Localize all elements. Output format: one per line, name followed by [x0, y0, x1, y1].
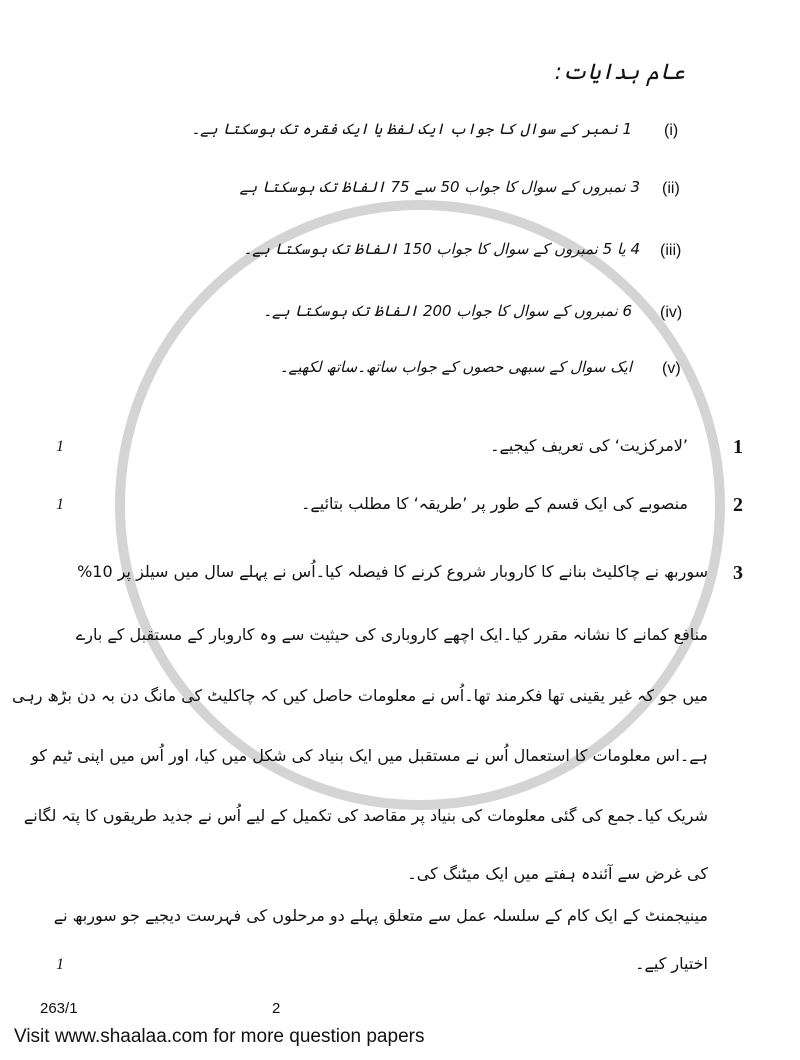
- question-text-line: کی غرض سے آئندہ ہفتے میں ایک میٹنگ کی۔: [407, 864, 708, 883]
- instruction-numeral: (iii): [660, 242, 682, 259]
- question-text-line: سوربھ نے چاکلیٹ بنانے کا کاروبار شروع کرنے کا فیصلہ کیا۔اُس نے پہلے سال میں سیلز پر 10%: [77, 562, 708, 581]
- instruction-text: 3 نمبروں کے سوال کا جواب 50 سے 75 الفاظ تک ہوسکتا ہے: [239, 178, 640, 196]
- question-number: 2: [733, 494, 743, 516]
- instruction-text: 6 نمبروں کے سوال کا جواب 200 الفاظ تک ہوسکتا ہے۔: [263, 302, 632, 320]
- question-marks: 1: [56, 438, 64, 455]
- question-text-line: منافع کمانے کا نشانہ مقرر کیا۔ایک اچھے کاروباری کی حیثیت سے وہ کاروبار کے مستقبل کے بارے: [75, 625, 708, 644]
- paper-code: 263/1: [40, 1000, 78, 1017]
- question-number: 1: [733, 436, 743, 458]
- question-text: منصوبے کی ایک قسم کے طور پر ’طریقہ‘ کا مطلب بتائیے۔: [300, 494, 688, 513]
- instruction-numeral: (i): [664, 122, 679, 139]
- question-text-line: ہے۔اس معلومات کا استعمال اُس نے مستقبل میں ایک بنیاد کی شکل میں کیا، اور اُس میں اپنی ٹیم کو: [31, 746, 708, 765]
- question-number: 3: [733, 562, 743, 584]
- question-marks: 1: [56, 496, 64, 513]
- instruction-text: 4 یا 5 نمبروں کے سوال کا جواب 150 الفاظ تک ہوسکتا ہے۔: [243, 240, 640, 258]
- instruction-text: 1 نمبر کے سوال کا جواب ایک لفظ یا ایک فقرہ تک ہوسکتا ہے۔: [191, 120, 632, 138]
- instruction-numeral: (ii): [662, 180, 680, 197]
- question-text-line: مینیجمنٹ کے ایک کام کے سلسلہ عمل سے متعلق پہلے دو مرحلوں کی فہرست دیجیے جو سوربھ نے: [53, 906, 708, 925]
- question-marks: 1: [56, 956, 64, 973]
- instruction-numeral: (v): [662, 360, 681, 377]
- instructions-heading: عام ہدایات:: [554, 60, 685, 85]
- instruction-text: ایک سوال کے سبھی حصوں کے جواب ساتھ۔ساتھ لکھیے۔: [279, 358, 632, 376]
- instruction-numeral: (iv): [660, 304, 683, 321]
- question-text-line: شریک کیا۔جمع کی گئی معلومات کی بنیاد پر مقاصد کی تکمیل کے لیے اُس نے جدید طریقوں کا پتہ لگانے: [23, 806, 708, 825]
- question-text-line: اختیار کیے۔: [635, 954, 708, 973]
- question-text-line: میں جو کہ غیر یقینی تھا فکرمند تھا۔اُس نے معلومات حاصل کیں کہ چاکلیٹ کی مانگ دن بہ دن بڑھ رہی: [11, 686, 708, 705]
- question-text: ’لامرکزیت‘ کی تعریف کیجیے۔: [490, 436, 688, 455]
- footer-promo-link[interactable]: Visit www.shaalaa.com for more question papers: [14, 1026, 425, 1047]
- page-number: 2: [272, 1000, 281, 1017]
